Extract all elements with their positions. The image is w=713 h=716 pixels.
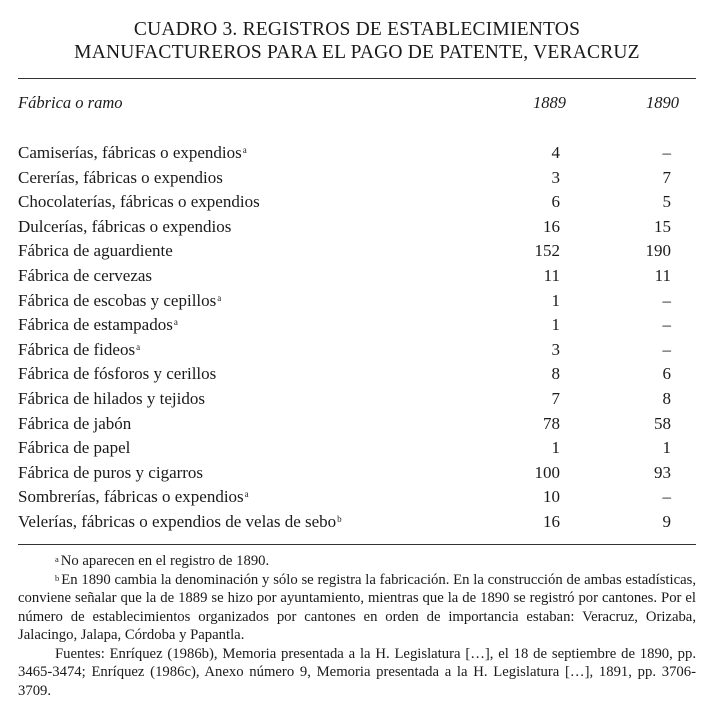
row-value-1890: 5 bbox=[662, 192, 671, 212]
row-value-1889: 16 bbox=[543, 511, 560, 531]
row-label bbox=[18, 264, 152, 289]
row-value-1890: 93 bbox=[654, 462, 671, 482]
data-table bbox=[18, 92, 696, 531]
row-value-1889: 78 bbox=[543, 413, 560, 433]
table-row bbox=[18, 239, 696, 264]
sources-note: Fuentes: Enríquez (1986b), Memoria presentada a la H. Legislatura […], el 18 de septiembre de 1890, pp. 3465-3474; Enríquez (1986c), Anexo número 9, Memoria presentada a la H. Legislatura […], 1891, pp. 3706-3709. bbox=[18, 645, 696, 699]
row-value-1889: 1 bbox=[551, 438, 560, 458]
footnote-a-mark: a bbox=[55, 554, 59, 564]
row-label-text: Fábrica de estampados bbox=[18, 315, 173, 335]
row-label-text: Camiserías, fábricas o expendios bbox=[18, 143, 242, 162]
table-row bbox=[18, 362, 696, 387]
row-value-1890: – bbox=[662, 339, 671, 359]
row-label bbox=[18, 166, 223, 191]
row-label bbox=[18, 485, 249, 510]
row-value-1890: 6 bbox=[662, 364, 671, 384]
row-label bbox=[18, 141, 247, 166]
header-1889: 1889 bbox=[533, 93, 566, 112]
row-label-text: Sombrerías, fábricas o expendios bbox=[18, 487, 244, 507]
row-label-text: Fábrica de aguardiente bbox=[18, 241, 173, 261]
row-footnote-mark: a bbox=[244, 489, 249, 500]
table-row bbox=[18, 485, 696, 510]
row-label-text: Fábrica de escobas y cepillos bbox=[18, 290, 217, 310]
header-label: Fábrica o ramo bbox=[18, 93, 123, 112]
row-label-text: Chocolaterías, fábricas o expendios bbox=[18, 192, 260, 212]
row-value-1890: 8 bbox=[662, 388, 671, 408]
row-label-text: Fábrica de jabón bbox=[18, 413, 132, 433]
row-value-1889: 1 bbox=[551, 315, 560, 335]
table-row bbox=[18, 313, 696, 338]
row-label bbox=[18, 510, 342, 535]
row-value-1889: 4 bbox=[551, 143, 560, 162]
row-value-1890: 58 bbox=[654, 413, 671, 433]
table-row bbox=[18, 264, 696, 289]
row-footnote-mark: b bbox=[337, 513, 342, 524]
row-label-text: Velerías, fábricas o expendios de velas de sebo bbox=[18, 511, 337, 531]
row-label bbox=[18, 215, 231, 240]
table-row bbox=[18, 436, 696, 461]
table-row bbox=[18, 510, 696, 535]
top-rule bbox=[18, 78, 696, 79]
table-title bbox=[18, 0, 696, 64]
row-value-1889: 8 bbox=[551, 364, 560, 384]
row-value-1890: – bbox=[662, 290, 671, 310]
row-value-1889: 16 bbox=[543, 216, 560, 236]
row-value-1890: 9 bbox=[662, 511, 671, 531]
row-value-1890: 190 bbox=[645, 241, 671, 261]
row-footnote-mark: a bbox=[136, 341, 141, 352]
bottom-rule bbox=[18, 544, 696, 545]
row-label-text: Fábrica de papel bbox=[18, 438, 131, 458]
row-label-text: Fábrica de puros y cigarros bbox=[18, 462, 204, 482]
title-line-1: CUADRO 3. REGISTROS DE ESTABLECIMIENTOS bbox=[133, 19, 581, 40]
row-label-text: Fábrica de fósforos y cerillos bbox=[18, 364, 217, 384]
row-label bbox=[18, 362, 216, 387]
row-label-text: Fábrica de fideos bbox=[18, 339, 136, 359]
row-label bbox=[18, 436, 130, 461]
footnote-b bbox=[18, 571, 696, 645]
row-footnote-mark: a bbox=[217, 292, 222, 303]
row-label-text: Cererías, fábricas o expendios bbox=[18, 167, 223, 187]
footnote-b-text: En 1890 cambia la denominación y sólo se registra la fabricación. En la construcción de ambas estadísticas, conviene señalar que la de 1889 se hizo por ayuntamiento, mientras que la de 1890 se registró por cantones. Por el número de establecimientos organizados por cantones en orden de importancia estaban: Veracruz, Orizaba, Jalacingo, Jalapa, Córdoba y Papantla. bbox=[18, 571, 696, 643]
row-label bbox=[18, 461, 203, 486]
table-row bbox=[18, 338, 696, 363]
row-value-1890: 1 bbox=[662, 438, 671, 458]
row-value-1889: 3 bbox=[551, 167, 560, 187]
row-label bbox=[18, 387, 205, 412]
row-label bbox=[18, 190, 260, 215]
row-label-text: Fábrica de hilados y tejidos bbox=[18, 388, 205, 408]
table-row bbox=[18, 215, 696, 240]
table-row bbox=[18, 289, 696, 314]
footnote-a-text: No aparecen en el registro de 1890. bbox=[60, 553, 270, 569]
row-value-1890: – bbox=[662, 315, 671, 335]
table-row bbox=[18, 412, 696, 437]
footnotes bbox=[18, 552, 696, 700]
table-row bbox=[18, 166, 696, 191]
row-value-1889: 100 bbox=[534, 462, 560, 482]
row-value-1889: 11 bbox=[543, 265, 560, 285]
table-header-row bbox=[18, 92, 696, 114]
footnote-b-mark: b bbox=[55, 572, 60, 583]
row-label bbox=[18, 412, 131, 437]
row-value-1889: 6 bbox=[551, 192, 560, 212]
row-footnote-mark: a bbox=[242, 145, 247, 155]
row-value-1890: – bbox=[662, 487, 671, 507]
row-label bbox=[18, 239, 173, 264]
row-label bbox=[18, 338, 140, 363]
row-value-1889: 152 bbox=[534, 241, 560, 261]
row-label-text: Fábrica de cervezas bbox=[18, 265, 153, 285]
title-line-2: MANUFACTUREROS PARA EL PAGO DE PATENTE, VERACRUZ bbox=[74, 42, 640, 63]
row-label-text: Dulcerías, fábricas o expendios bbox=[18, 216, 232, 236]
row-value-1889: 3 bbox=[551, 339, 560, 359]
header-1890: 1890 bbox=[646, 93, 679, 112]
row-value-1890: 15 bbox=[654, 216, 671, 236]
table-row bbox=[18, 461, 696, 486]
row-value-1890: 7 bbox=[662, 167, 671, 187]
footnote-a bbox=[18, 552, 696, 571]
row-value-1890: – bbox=[662, 143, 671, 162]
row-footnote-mark: a bbox=[173, 317, 178, 328]
row-label bbox=[18, 289, 221, 314]
row-label bbox=[18, 313, 178, 338]
row-value-1889: 7 bbox=[551, 388, 560, 408]
row-value-1889: 10 bbox=[543, 487, 560, 507]
table-row bbox=[18, 190, 696, 215]
table-row bbox=[18, 387, 696, 412]
table-row bbox=[18, 141, 696, 166]
table-body bbox=[18, 141, 696, 535]
row-value-1890: 11 bbox=[654, 265, 671, 285]
row-value-1889: 1 bbox=[551, 290, 560, 310]
